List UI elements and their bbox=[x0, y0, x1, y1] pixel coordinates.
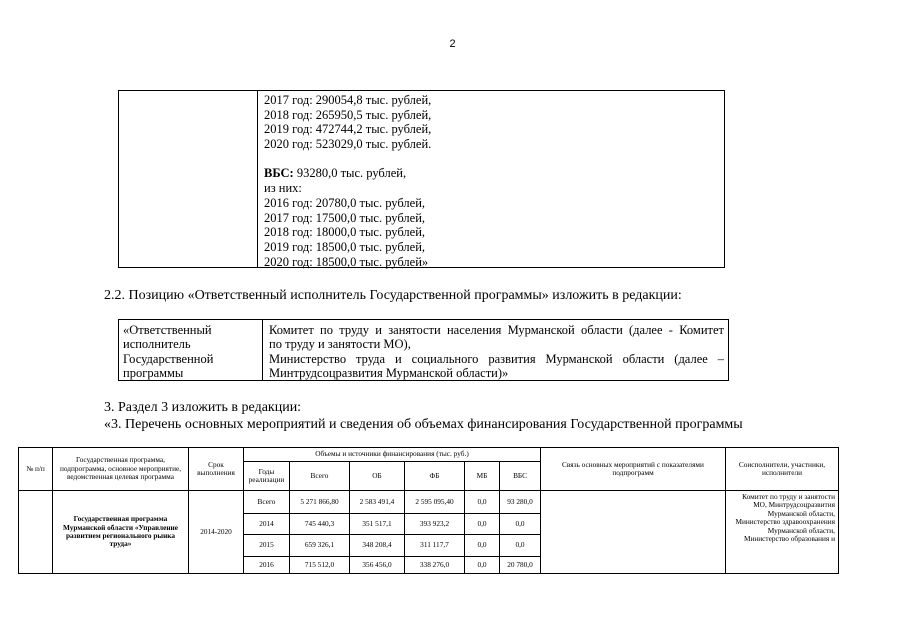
header-total: Всего bbox=[290, 462, 350, 491]
mb-cell: 0,0 bbox=[465, 535, 500, 557]
vbs-label: ВБС: bbox=[264, 166, 294, 181]
total-cell: 715 512,0 bbox=[290, 557, 350, 574]
vbs-cell: 0,0 bbox=[500, 514, 541, 535]
funding-line: 2017 год: 17500,0 тыс. рублей, bbox=[264, 210, 426, 225]
header-years: Годы реализации bbox=[244, 462, 290, 491]
vbs-value: 93280,0 тыс. рублей, bbox=[293, 166, 407, 181]
mb-cell: 0,0 bbox=[465, 514, 500, 535]
funding-table bbox=[18, 447, 839, 574]
header-program: Государственная программа, подпрограмма, основное мероприятие, ведомственная целевая программа bbox=[53, 448, 189, 491]
ob-cell: 348 208,4 bbox=[350, 535, 405, 557]
funding-line: 2016 год: 20780,0 тыс. рублей, bbox=[264, 195, 426, 210]
fb-cell: 311 117,7 bbox=[405, 535, 465, 557]
ob-cell: 2 583 491,4 bbox=[350, 491, 405, 514]
funding-line: 2018 год: 265950,5 тыс. рублей, bbox=[264, 107, 432, 122]
coexecutors-cell: Комитет по труду и занятости МО, Минтрудсоцразвития Мурманской области, Министерство здравоохранения Мурманской области, Министерство образования и bbox=[726, 491, 839, 574]
total-cell: 5 271 866,80 bbox=[290, 491, 350, 514]
year-cell: 2014 bbox=[244, 514, 290, 535]
ob-cell: 351 517,1 bbox=[350, 514, 405, 535]
vbs-cell: 0,0 bbox=[500, 535, 541, 557]
responsible-label-line: исполнитель bbox=[123, 337, 191, 352]
responsible-executor-table bbox=[118, 319, 729, 381]
responsible-value-line: по труду и занятости МО), bbox=[269, 337, 411, 352]
fb-cell: 2 595 095,40 bbox=[405, 491, 465, 514]
header-coexecutors: Соисполнители, участники, исполнители bbox=[726, 448, 839, 491]
fb-cell: 393 923,2 bbox=[405, 514, 465, 535]
ob-cell: 356 456,0 bbox=[350, 557, 405, 574]
responsible-label-line: «Ответственный bbox=[123, 323, 212, 337]
responsible-label bbox=[123, 323, 213, 380]
year-cell: 2015 bbox=[244, 535, 290, 557]
total-cell: 659 326,1 bbox=[290, 535, 350, 557]
section-2-2-paragraph: 2.2. Позицию «Ответственный исполнитель Государственной программы» изложить в редакции: bbox=[104, 288, 682, 303]
responsible-label-line: Государственной bbox=[123, 351, 214, 366]
header-fb: ФБ bbox=[405, 462, 465, 491]
funding-line: 2019 год: 472744,2 тыс. рублей, bbox=[264, 122, 432, 137]
funding-box bbox=[118, 90, 725, 268]
total-cell: 745 440,3 bbox=[290, 514, 350, 535]
header-vbs: ВБС bbox=[500, 462, 541, 491]
header-mb: МБ bbox=[465, 462, 500, 491]
mb-cell: 0,0 bbox=[465, 557, 500, 574]
header-term: Срок выполнения bbox=[189, 448, 244, 491]
funding-line: 2020 год: 523029,0 тыс. рублей. bbox=[264, 137, 432, 152]
responsible-value-line: Комитет по труду и занятости населения Мурманской области (далее - Комитет bbox=[269, 323, 724, 337]
row-number-cell bbox=[19, 491, 53, 574]
vbs-line bbox=[264, 166, 431, 181]
header-link: Связь основных мероприятий с показателями подпрограмм bbox=[541, 448, 726, 491]
responsible-value-line: Министерство труда и социального развития Мурманской области (далее – bbox=[269, 351, 724, 366]
section-3-heading: 3. Раздел 3 изложить в редакции: bbox=[104, 400, 302, 415]
header-funding-group: Объемы и источники финансирования (тыс. руб.) bbox=[244, 448, 541, 462]
funding-line: 2019 год: 18500,0 тыс. рублей, bbox=[264, 239, 426, 254]
responsible-label-line: программы bbox=[123, 365, 184, 380]
table-row bbox=[19, 491, 839, 514]
funding-box-divider bbox=[257, 91, 258, 267]
funding-lines bbox=[264, 93, 431, 269]
program-name-cell: Государственная программа Мурманской области «Управление развитием регионального рынка труда» bbox=[53, 491, 189, 574]
responsible-table-divider bbox=[262, 320, 263, 380]
fb-cell: 338 276,0 bbox=[405, 557, 465, 574]
header-ob: ОБ bbox=[350, 462, 405, 491]
funding-line: 2020 год: 18500,0 тыс. рублей» bbox=[264, 254, 429, 269]
link-cell bbox=[541, 491, 726, 574]
page-number: 2 bbox=[449, 38, 456, 50]
funding-line: из них: bbox=[264, 181, 302, 196]
year-cell: Всего bbox=[244, 491, 290, 514]
responsible-value bbox=[269, 323, 724, 380]
funding-gap bbox=[264, 152, 431, 167]
vbs-cell: 20 780,0 bbox=[500, 557, 541, 574]
header-num: № п/п bbox=[19, 448, 53, 491]
responsible-value-line: Минтрудсоцразвития Мурманской области)» bbox=[269, 365, 509, 380]
year-cell: 2016 bbox=[244, 557, 290, 574]
vbs-cell: 93 280,0 bbox=[500, 491, 541, 514]
mb-cell: 0,0 bbox=[465, 491, 500, 514]
funding-line: 2018 год: 18000,0 тыс. рублей, bbox=[264, 225, 426, 240]
term-cell: 2014-2020 bbox=[189, 491, 244, 574]
funding-line: 2017 год: 290054,8 тыс. рублей, bbox=[264, 93, 432, 107]
section-3-title: «3. Перечень основных мероприятий и сведения об объемах финансирования Государственной программы bbox=[104, 417, 743, 432]
